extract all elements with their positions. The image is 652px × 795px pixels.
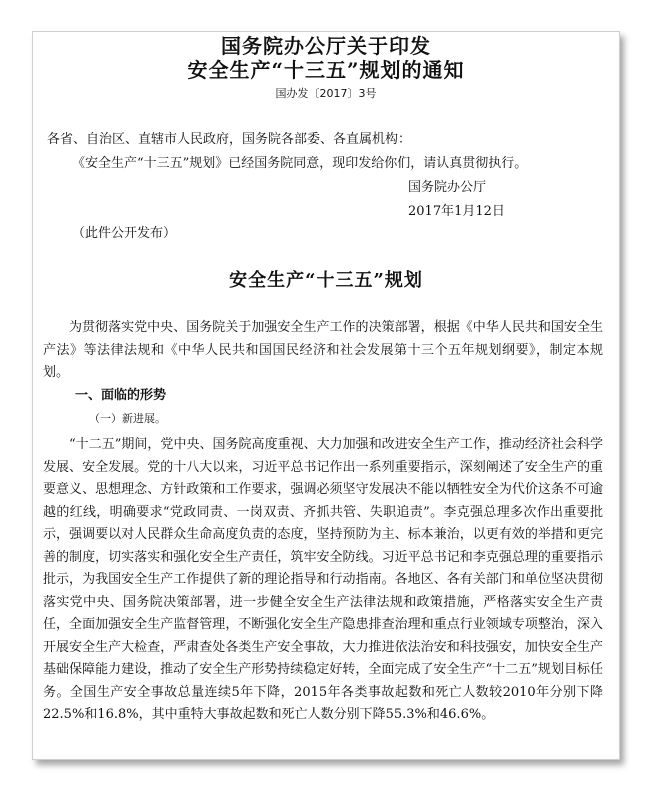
document-number: 国办发〔2017〕3号 xyxy=(275,87,377,100)
notice-title-line-2: 安全生产“十三五”规划的通知 xyxy=(187,58,465,82)
recipients: 各省、自治区、直辖市人民政府，国务院各部委、各直属机构： xyxy=(47,132,412,147)
plan-intro-paragraph: 为贯彻落实党中央、国务院关于加强安全生产工作的决策部署，根据《中华人民共和国安全生产法》等法律法规和《中华人民共和国国民经济和社会发展第十三个五年规划纲要》，制定本规划。 xyxy=(43,320,603,380)
section-heading: 一、面临的形势 xyxy=(75,388,167,403)
subsection-heading: （一）新进展。 xyxy=(89,412,166,425)
notice-body: 《安全生产“十三五”规划》已经国务院同意，现印发给你们，请认真贯彻执行。 xyxy=(72,156,528,171)
document-page xyxy=(32,31,620,760)
signature: 国务院办公厅 xyxy=(408,180,487,195)
plan-title: 安全生产“十三五”规划 xyxy=(229,270,423,291)
publication-note: （此件公开发布） xyxy=(72,226,177,241)
issue-date: 2017年1月12日 xyxy=(408,204,505,219)
subsection-body-paragraph: “十二五”期间，党中央、国务院高度重视、大力加强和改进安全生产工作，推动经济社会科学发展、安全发展。党的十八大以来，习近平总书记作出一系列重要指示，深刻阐述了安全生产的重要意义、思想理念、方针政策和工作要求，强调必须坚守发展决不能以牺牲安全为代价这条不可逾越的红线，明确要求“党政同责、一岗双责、齐抓共管、失职追责”。李克强总理多次作出重要批示，强调要以对人民群众生命高度负责的态度，坚持预防为主、标本兼治，以更有效的举措和更完善的制度，切实落实和强化安全生产责任，筑牢安全防线。习近平总书记和李克强总理的重要指示批示，为我国安全生产工作提供了新的理论指导和行动指南。各地区、各有关部门和单位坚决贯彻落实党中央、国务院决策部署，进一步健全安全生产法律法规和政策措施，严格落实安全生产责任，全面加强安全生产监督管理，不断强化安全生产隐患排查治理和重点行业领域专项整治，深入开展安全生产大检查，严肃查处各类生产安全事故，大力推进依法治安和科技强安，加快安全生产基础保障能力建设，推动了安全生产形势持续稳定好转，全面完成了安全生产“十二五”规划目标任务。全国生产安全事故总量连续5年下降，2015年各类事故起数和死亡人数较2010年分别下降22.5%和16.8%，其中重特大事故起数和死亡人数分别下降55.3%和46.6%。 xyxy=(43,437,603,722)
notice-title-line-1: 国务院办公厅关于印发 xyxy=(221,34,431,58)
